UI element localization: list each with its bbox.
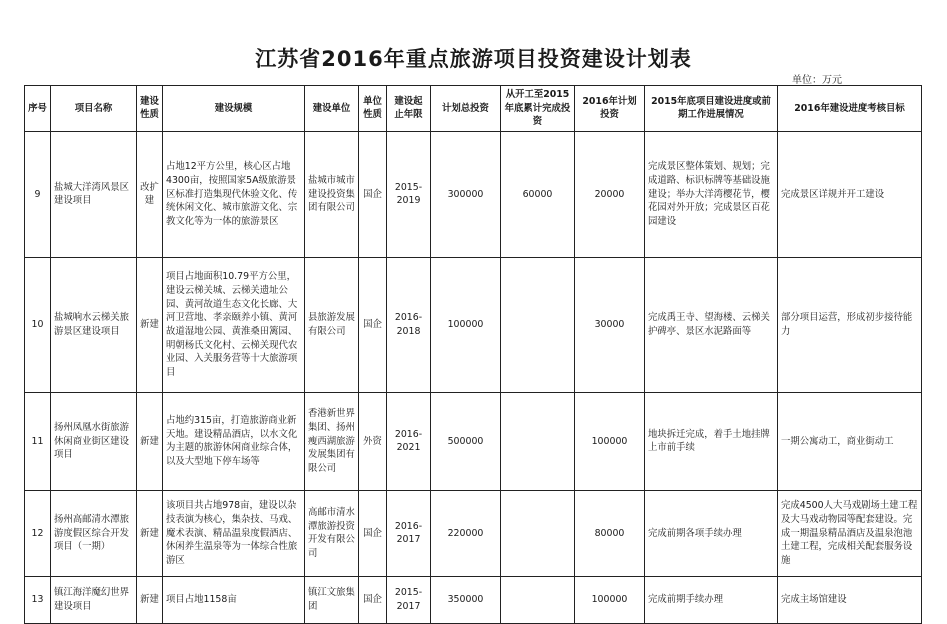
cell-completed: 60000 [501, 131, 575, 257]
header-cell: 从开工至2015年底累计完成投资 [501, 86, 575, 132]
cell-scale: 占地12平方公里，核心区占地4300亩，按照国家5A级旅游景区标准打造集现代休验文化、传统休闲文化、城市旅游文化、宗教文化等为一体的旅游景区 [163, 131, 305, 257]
cell-target-2016: 完成4500人大马戏剧场土建工程及大马戏动物园等配套建设。完成一期温泉精品酒店及温泉泡池土建工程，完成相关配套服务设施 [778, 490, 922, 576]
page-title: 江苏省2016年重点旅游项目投资建设计划表 [255, 47, 692, 71]
table-row [25, 131, 922, 257]
cell-no: 10 [25, 257, 51, 392]
header-cell: 2015年底项目建设进度或前期工作进展情况 [645, 86, 778, 132]
cell-progress-2015: 完成景区整体策划、规划；完成道路、标识标牌等基础设施建设；举办大洋湾樱花节，樱花园对外开放；完成景区百花园建设 [645, 131, 778, 257]
cell-no: 13 [25, 576, 51, 623]
cell-project-name: 扬州凤凰水街旅游休闲商业街区建设项目 [51, 392, 137, 490]
cell-plan-2016: 80000 [575, 490, 645, 576]
cell-completed [501, 392, 575, 490]
cell-unit-type: 国企 [359, 131, 387, 257]
cell-unit: 香港新世界集团、扬州瘦西湖旅游发展集团有限公司 [305, 392, 359, 490]
cell-target-2016: 部分项目运营，形成初步接待能力 [778, 257, 922, 392]
table-row [25, 490, 922, 576]
cell-nature: 改扩建 [137, 131, 163, 257]
cell-completed [501, 576, 575, 623]
cell-project-name: 扬州高邮清水潭旅游度假区综合开发项目（一期） [51, 490, 137, 576]
cell-period: 2016-2017 [387, 490, 431, 576]
header-cell: 单位性质 [359, 86, 387, 132]
cell-period: 2016-2021 [387, 392, 431, 490]
cell-nature: 新建 [137, 490, 163, 576]
table-row [25, 257, 922, 392]
cell-scale: 项目占地面积10.79平方公里，建设云梯关城、云梯关遗址公园、黄河故道生态文化长廊、大河卫营地、孝亲颐养小镇、黄河故道湿地公园、黄淮桑田篱园、明朝杨氏文化村、云梯关现代农业园、入关服务营等十大旅游项目 [163, 257, 305, 392]
cell-project-name: 盐城响水云梯关旅游景区建设项目 [51, 257, 137, 392]
cell-progress-2015: 地块拆迁完成，着手土地挂牌上市前手续 [645, 392, 778, 490]
cell-scale: 项目占地1158亩 [163, 576, 305, 623]
cell-unit: 镇江文旅集团 [305, 576, 359, 623]
cell-total: 500000 [431, 392, 501, 490]
cell-nature: 新建 [137, 257, 163, 392]
table-header-row [25, 86, 922, 132]
cell-scale: 占地约315亩，打造旅游商业新天地。建设精品酒店，以水文化为主题的旅游休闲商业综合体，以及大型地下停车场等 [163, 392, 305, 490]
header-cell: 2016年建设进度考核目标 [778, 86, 922, 132]
cell-completed [501, 490, 575, 576]
cell-unit-type: 外资 [359, 392, 387, 490]
cell-nature: 新建 [137, 576, 163, 623]
cell-no: 9 [25, 131, 51, 257]
cell-unit: 盐城市城市建设投资集团有限公司 [305, 131, 359, 257]
cell-target-2016: 完成主场馆建设 [778, 576, 922, 623]
cell-target-2016: 一期公寓动工，商业街动工 [778, 392, 922, 490]
cell-scale: 该项目共占地978亩，建设以杂技表演为核心，集杂技、马戏、魔术表演、精品温泉度假酒店、休闲养生温泉等为一体综合性旅游区 [163, 490, 305, 576]
cell-progress-2015: 完成前期各项手续办理 [645, 490, 778, 576]
header-cell: 项目名称 [51, 86, 137, 132]
cell-unit-type: 国企 [359, 490, 387, 576]
cell-total: 350000 [431, 576, 501, 623]
cell-no: 12 [25, 490, 51, 576]
cell-total: 220000 [431, 490, 501, 576]
header-cell: 建设规模 [163, 86, 305, 132]
table-row [25, 576, 922, 623]
cell-no: 11 [25, 392, 51, 490]
cell-unit-type: 国企 [359, 576, 387, 623]
header-cell: 计划总投资 [431, 86, 501, 132]
cell-nature: 新建 [137, 392, 163, 490]
cell-progress-2015: 完成前期手续办理 [645, 576, 778, 623]
cell-target-2016: 完成景区详规并开工建设 [778, 131, 922, 257]
cell-project-name: 镇江海洋魔幻世界建设项目 [51, 576, 137, 623]
cell-progress-2015: 完成禹王寺、望海楼、云梯关护碑亭、景区水泥路面等 [645, 257, 778, 392]
header-cell: 2016年计划投资 [575, 86, 645, 132]
header-cell: 建设性质 [137, 86, 163, 132]
header-cell: 序号 [25, 86, 51, 132]
header-cell: 建设单位 [305, 86, 359, 132]
cell-unit: 县旅游发展有限公司 [305, 257, 359, 392]
cell-period: 2015-2017 [387, 576, 431, 623]
cell-plan-2016: 20000 [575, 131, 645, 257]
cell-completed [501, 257, 575, 392]
header-cell: 建设起止年限 [387, 86, 431, 132]
investment-plan-table [24, 85, 922, 624]
table-row [25, 392, 922, 490]
cell-total: 300000 [431, 131, 501, 257]
unit-label: 单位：万元 [792, 75, 842, 86]
cell-plan-2016: 30000 [575, 257, 645, 392]
cell-total: 100000 [431, 257, 501, 392]
cell-plan-2016: 100000 [575, 576, 645, 623]
cell-unit: 高邮市清水潭旅游投资开发有限公司 [305, 490, 359, 576]
cell-period: 2016-2018 [387, 257, 431, 392]
cell-period: 2015-2019 [387, 131, 431, 257]
cell-unit-type: 国企 [359, 257, 387, 392]
cell-plan-2016: 100000 [575, 392, 645, 490]
cell-project-name: 盐城大洋湾风景区建设项目 [51, 131, 137, 257]
